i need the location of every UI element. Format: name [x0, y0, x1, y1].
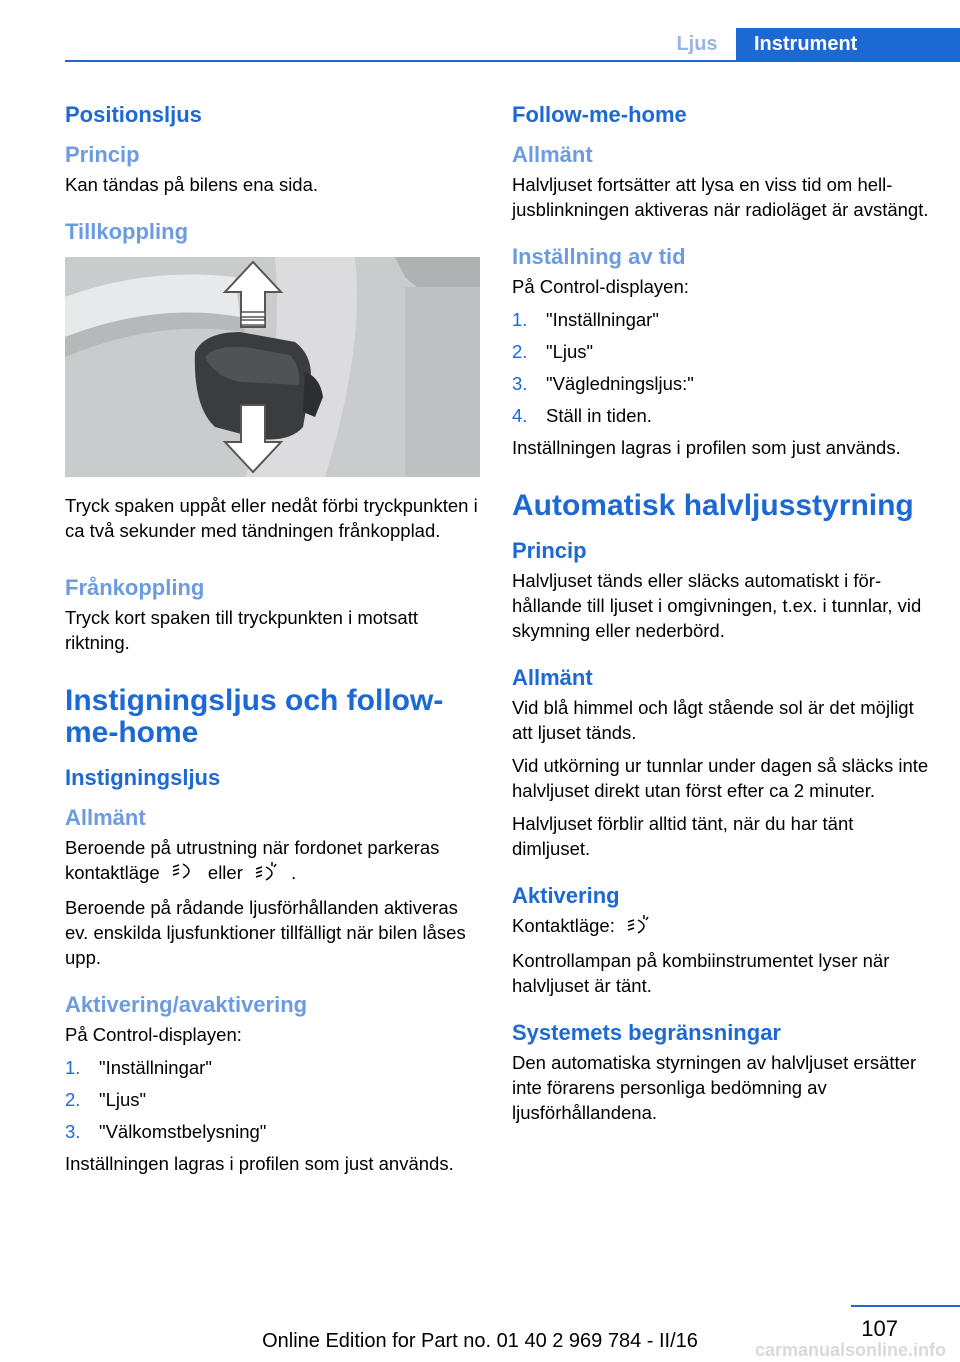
- chapter-title-instigningsljus: Instigningsljus och follow-me-home: [65, 684, 444, 749]
- aktivering-text-2: Kontrollampan på kombiinstrumentet lyser när halvljuset är tänt.: [512, 950, 890, 997]
- auto-princip-text: Halvljuset tänds eller släcks automatiskt i förhållande till ljuset i omgivningen, t.ex. i tunnlar, vid skymning eller nederbörd.: [512, 570, 922, 641]
- footer-rule: [851, 1305, 960, 1307]
- turn-signal-lever-illustration: [65, 257, 480, 477]
- list-item: 3. "Vägledningsljus:": [512, 373, 694, 394]
- list-item: 1. "Inställningar": [512, 309, 659, 330]
- list-item: 3. "Välkomstbelysning": [65, 1121, 267, 1143]
- installning-intro: På Control-displayen:: [512, 276, 689, 297]
- left-column: [65, 100, 480, 1184]
- left-steps-list: [65, 1055, 480, 1144]
- subsection-title-tillkoppling: Tillkoppling: [65, 219, 189, 244]
- list-item: 2. "Ljus": [65, 1089, 147, 1111]
- aktivering-kontaktlage: [512, 913, 932, 940]
- section-title-instigningsljus: Instigningsljus: [65, 765, 221, 790]
- ignition-position-2-icon: [626, 914, 652, 940]
- allmant-text-a: Beroende på utrustning när fordonet parkeras kontaktläge: [65, 837, 440, 883]
- section-title-positionsljus: Positionsljus: [65, 102, 202, 127]
- section-title-systemets: Systemets begränsningar: [512, 1020, 781, 1046]
- follow-allmant-text: Halvljuset fortsätter att lysa en viss tid om helljusblinkningen aktiveras när radioläget är avstängt.: [512, 174, 929, 220]
- auto-allmant-text-1: Vid blå himmel och lågt stående sol är det möjligt att ljuset tänds.: [512, 697, 914, 743]
- section-title-princip: Princip: [512, 538, 587, 563]
- right-steps-list: [512, 307, 932, 428]
- allmant-text-end: .: [291, 862, 297, 883]
- header-tab-instrument[interactable]: Instrument: [736, 28, 960, 62]
- chapter-title-automatisk: Automatisk halvljusstyrning: [512, 489, 914, 522]
- subsection-title-princip: Princip: [65, 142, 140, 167]
- page-number: 107: [861, 1316, 898, 1341]
- ignition-position-1-icon: [171, 861, 197, 887]
- left-saved-text: Inställningen lagras i profilen som just används.: [65, 1153, 454, 1175]
- allmant-text: [65, 835, 480, 887]
- frankoppling-text: Tryck kort spaken till tryckpunkten i motsatt riktning.: [65, 607, 418, 653]
- right-saved-text: Inställningen lagras i profilen som just används.: [512, 437, 901, 458]
- subsection-title-frankoppling: Frånkoppling: [65, 575, 205, 600]
- subsection-title-allmant: Allmänt: [65, 805, 146, 830]
- princip-text: Kan tändas på bilens ena sida.: [65, 174, 319, 195]
- right-column: [512, 100, 932, 1133]
- watermark: carmanualsonline.info: [754, 1340, 946, 1360]
- allmant-text-or: eller: [207, 862, 243, 883]
- auto-allmant-text-2: Vid utkörning ur tunnlar under dagen så släcks inte halvljuset direkt utan först efter ca 2 minuter.: [512, 755, 929, 801]
- list-item: 1. "Inställningar": [65, 1057, 212, 1079]
- systemets-text: Den automatiska styrningen av halvljuset ersätter inte förarens personliga bedömning av ljusförhållandena.: [512, 1052, 917, 1124]
- ignition-position-2-icon: [254, 861, 280, 887]
- allmant-text-2: Beroende på rådande ljusförhållanden aktiveras ev. enskilda ljusfunktioner tillfälligt när bilen låses upp.: [65, 897, 466, 969]
- subsection-title-aktivering-avaktivering: Aktivering/avaktivering: [65, 992, 308, 1018]
- subsection-title-installning: Inställning av tid: [512, 244, 686, 269]
- section-title-allmant: Allmänt: [512, 665, 593, 690]
- aktivering-intro: På Control-displayen:: [65, 1024, 242, 1046]
- aktivering-text: Kontaktläge:: [512, 915, 615, 936]
- section-title-follow-me-home: Follow-me-home: [512, 102, 687, 127]
- auto-allmant-text-3: Halvljuset förblir alltid tänt, när du har tänt dimljuset.: [512, 813, 854, 859]
- subsection-title-allmant: Allmänt: [512, 142, 593, 167]
- header-tab-ljus[interactable]: Ljus: [676, 33, 718, 55]
- header-rule: [65, 60, 960, 62]
- section-title-aktivering: Aktivering: [512, 883, 620, 908]
- list-item: 2. "Ljus": [512, 341, 594, 362]
- list-item: 4. Ställ in tiden.: [512, 405, 652, 426]
- tillkoppling-text: Tryck spaken uppåt eller nedåt förbi tryckpunkten i ca två sekunder med tändningen frånkopplad.: [65, 495, 478, 541]
- edition-text: Online Edition for Part no. 01 40 2 969 784 - II/16: [262, 1330, 698, 1352]
